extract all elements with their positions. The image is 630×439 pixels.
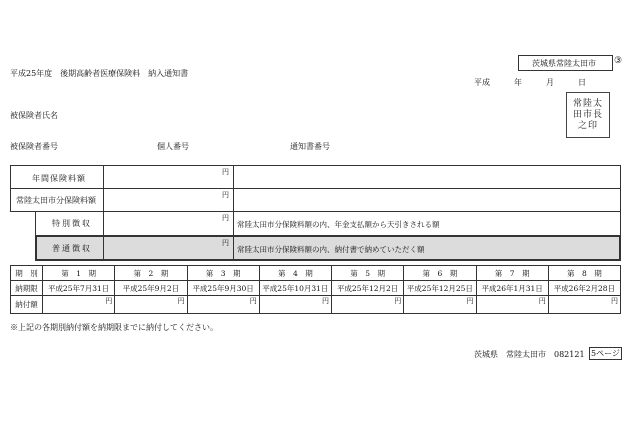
insured-name-label: 被保険者氏名: [10, 111, 58, 120]
seal-line: 田市長: [572, 109, 603, 120]
paid-amount-cell: 円: [43, 296, 115, 314]
table-row: [11, 296, 621, 314]
period-cell: 第 8 期: [548, 266, 620, 281]
date-day-label: 日: [578, 78, 586, 87]
annual-amount-cell: [103, 165, 234, 189]
city-share-label: 常陸太田市分保険料額: [16, 196, 96, 205]
city-share-amount-cell: [103, 188, 234, 212]
schedule-table: [10, 265, 621, 314]
city-share-yen: 円: [222, 191, 229, 199]
paid-amount-cell: 円: [115, 296, 187, 314]
due-date-cell: 平成25年9月30日: [187, 281, 259, 296]
special-yen: 円: [222, 214, 229, 222]
paid-amount-cell: 円: [548, 296, 620, 314]
period-cell: 第 7 期: [476, 266, 548, 281]
page-number: 5ページ: [591, 349, 620, 358]
document-title: 平成25年度 後期高齢者医療保険料 納入通知書: [10, 69, 189, 78]
period-cell: 第 3 期: [187, 266, 259, 281]
municipality-name: 茨城県常陸太田市: [532, 59, 596, 68]
period-cell: 第 5 期: [332, 266, 404, 281]
due-date-cell: 平成25年12月2日: [332, 281, 404, 296]
paid-amount-cell: 円: [404, 296, 476, 314]
annual-label: 年間保険料額: [32, 174, 86, 183]
paid-header: 納付額: [11, 296, 43, 314]
due-date-cell: 平成25年12月25日: [404, 281, 476, 296]
normal-yen: 円: [222, 239, 229, 247]
due-date-cell: 平成26年2月28日: [548, 281, 620, 296]
date-era: 平成: [474, 78, 490, 87]
period-cell: 第 1 期: [43, 266, 115, 281]
period-cell: 第 4 期: [259, 266, 331, 281]
issuer-info: 茨城県 常陸太田市 082121: [474, 350, 585, 359]
period-cell: 第 2 期: [115, 266, 187, 281]
paid-amount-cell: 円: [187, 296, 259, 314]
special-amount-cell: [103, 211, 234, 236]
paid-amount-cell: 円: [476, 296, 548, 314]
paid-amount-cell: 円: [259, 296, 331, 314]
period-header: 期 別: [11, 266, 43, 281]
insured-number-label: 被保険者番号: [10, 142, 58, 151]
normal-label: 普通徴収: [52, 244, 92, 253]
due-header: 納期限: [11, 281, 43, 296]
notice-number-label: 通知書番号: [290, 142, 330, 151]
seal-line: 之印: [577, 120, 598, 131]
annual-yen: 円: [222, 168, 229, 176]
official-seal: [566, 92, 610, 138]
payment-note: ※上記の各期別納付額を納期限までに納付してください。: [10, 323, 218, 332]
personal-number-label: 個人番号: [157, 142, 189, 151]
due-date-cell: 平成26年1月31日: [476, 281, 548, 296]
special-desc: 常陸太田市分保険料額の内、年金支払額から天引きされる額: [237, 220, 440, 229]
date-year-label: 年: [514, 78, 522, 87]
due-date-cell: 平成25年7月31日: [43, 281, 115, 296]
table-row: [11, 281, 621, 296]
normal-desc: 常陸太田市分保険料額の内、納付書で納めていただく額: [237, 245, 425, 254]
seal-line: 常陸太: [572, 98, 603, 109]
date-month-label: 月: [546, 78, 554, 87]
city-share-row: [10, 188, 621, 212]
normal-amount-cell: [103, 237, 234, 259]
circled-number: ③: [614, 56, 623, 66]
paid-amount-cell: 円: [332, 296, 404, 314]
due-date-cell: 平成25年9月2日: [115, 281, 187, 296]
period-cell: 第 6 期: [404, 266, 476, 281]
due-date-cell: 平成25年10月31日: [259, 281, 331, 296]
special-label: 特別徴収: [52, 219, 92, 228]
table-row: [11, 266, 621, 281]
annual-row: [10, 165, 621, 189]
